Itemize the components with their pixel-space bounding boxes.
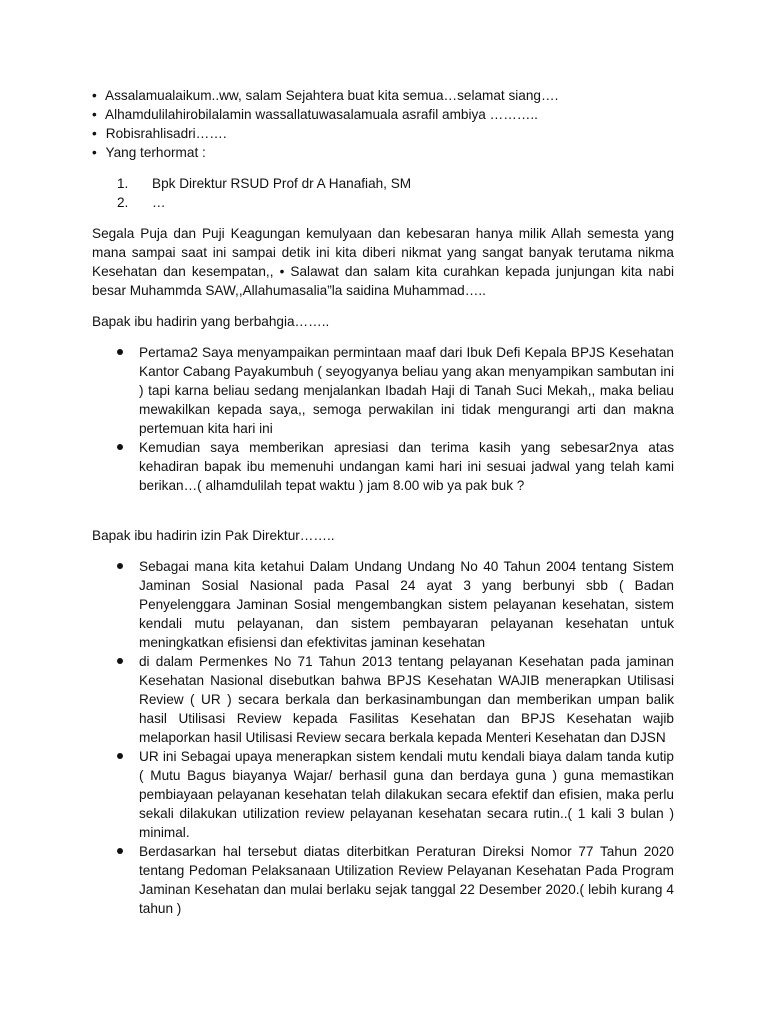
greeting-text: Alhamdulilahirobilalamin wassallatuwasalamuala asrafil ambiya ……….. <box>105 107 538 122</box>
greeting-text: Yang terhormat : <box>105 145 206 160</box>
section2-item <box>92 747 674 842</box>
bullet-icon <box>92 557 139 652</box>
bullet-icon <box>92 652 139 747</box>
greeting-line <box>92 105 674 124</box>
recipient-number: 1. <box>117 176 129 191</box>
section2-item-text: di dalam Permenkes No 71 Tahun 2013 tentang pelayanan Kesehatan pada jaminan Kesehatan Nasional disebutkan bahwa BPJS Kesehatan WAJIB menerapkan Utilisasi Review ( UR ) secara berkala dan berkasinambungan dan memberikan umpan balik hasil Utilisasi Review kepada Fasilitas Kesehatan dan BPJS Kesehatan wajib melaporkan hasil Utilisasi Review secara berkala kepada Menteri Kesehatan dan DJSN <box>139 654 674 745</box>
section2-item-text: Sebagai mana kita ketahui Dalam Undang Undang No 40 Tahun 2004 tentang Sistem Jaminan Sosial Nasional pada Pasal 24 ayat 3 yang berbunyi sbb ( Badan Penyelenggara Jaminan Sosial mengembangkan sistem pelayanan kesehatan, sistem kendali mutu pelayanan, dan sistem pembayaran pelayanan kesehatan untuk meningkatkan efisiensi dan efektivitas jaminan kesehatan <box>139 559 674 650</box>
bullet-mark: • <box>92 107 97 122</box>
opening-paragraph: Segala Puja dan Puji Keagungan kemulyaan dan kebesaran hanya milik Allah semesta yang mana sampai saat ini sampai detik ini kita diberi nikmat yang sangat banyak terutama nikma Kesehatan dan kesempatan,, • Salawat dan salam kita curahkan kepada junjungan kita nabi besar Muhammda SAW,,Allahumasalia”la saidina Muhammad….. <box>92 226 674 298</box>
bullet-mark: • <box>92 88 97 103</box>
bullet-mark: • <box>92 126 97 141</box>
greeting-text: Assalamualaikum..ww, salam Sejahtera buat kita semua…selamat siang…. <box>105 88 559 103</box>
section1-item <box>92 343 674 438</box>
greeting-line <box>92 143 674 162</box>
section1-heading: Bapak ibu hadirin yang berbahgia…….. <box>92 314 330 329</box>
bullet-icon <box>92 842 139 918</box>
section2-heading: Bapak ibu hadirin izin Pak Direktur…….. <box>92 528 335 543</box>
section1-item <box>92 438 674 495</box>
section2-item-text: Berdasarkan hal tersebut diatas diterbitkan Peraturan Direksi Nomor 77 Tahun 2020 tentang Pedoman Pelaksanaan Utilization Review Pelayanan Kesehatan Pada Program Jaminan Kesehatan dan mulai berlaku sejak tanggal 22 Desember 2020.( lebih kurang 4 tahun ) <box>139 844 674 916</box>
section2-item <box>92 842 674 918</box>
section2-item-text: UR ini Sebagai upaya menerapkan sistem kendali mutu kendali biaya dalam tanda kutip ( Mutu Bagus biayanya Wajar/ berhasil guna dan berdaya guna ) guna memastikan pembiayaan pelayanan kesehatan telah dilakukan secara efektif dan efisien, maka perlu sekali dilakukan utilization review pelayanan kesehatan secara rutin..( 1 kali 3 bulan ) minimal. <box>139 749 674 840</box>
section1-item-text: Kemudian saya memberikan apresiasi dan terima kasih yang sebesar2nya atas kehadiran bapak ibu memenuhi undangan kami hari ini sesuai jadwal yang telah kami berikan…( alhamdulilah tepat waktu ) jam 8.00 wib ya pak buk ? <box>139 440 674 493</box>
bullet-icon <box>92 343 139 438</box>
recipient-item <box>92 193 674 212</box>
greeting-line <box>92 86 674 105</box>
recipient-text: Bpk Direktur RSUD Prof dr A Hanafiah, SM <box>152 176 412 191</box>
section2-list <box>92 557 674 918</box>
section1-item-text: Pertama2 Saya menyampaikan permintaan maaf dari Ibuk Defi Kepala BPJS Kesehatan Kantor Cabang Payakumbuh ( seyogyanya beliau yang akan menyampikan sambutan ini ) tapi karna beliau sedang menjalankan Ibadah Haji di Tanah Suci Mekah,, maka beliau mewakilkan kepada saya,, semoga perwakilan ini tidak mengurangi arti dan makna pertemuan kita hari ini <box>139 345 675 436</box>
section2-item <box>92 652 674 747</box>
recipients-list <box>92 174 674 212</box>
greeting-text: Robisrahlisadri……. <box>105 126 227 141</box>
recipient-number: 2. <box>117 195 129 210</box>
greeting-line <box>92 124 674 143</box>
section1-list <box>92 343 674 495</box>
bullet-icon <box>92 747 139 842</box>
greetings-list <box>92 86 674 162</box>
bullet-mark: • <box>92 145 97 160</box>
bullet-icon <box>92 438 139 495</box>
recipient-item <box>92 174 674 193</box>
recipient-text: … <box>152 195 166 210</box>
section2-item <box>92 557 674 652</box>
